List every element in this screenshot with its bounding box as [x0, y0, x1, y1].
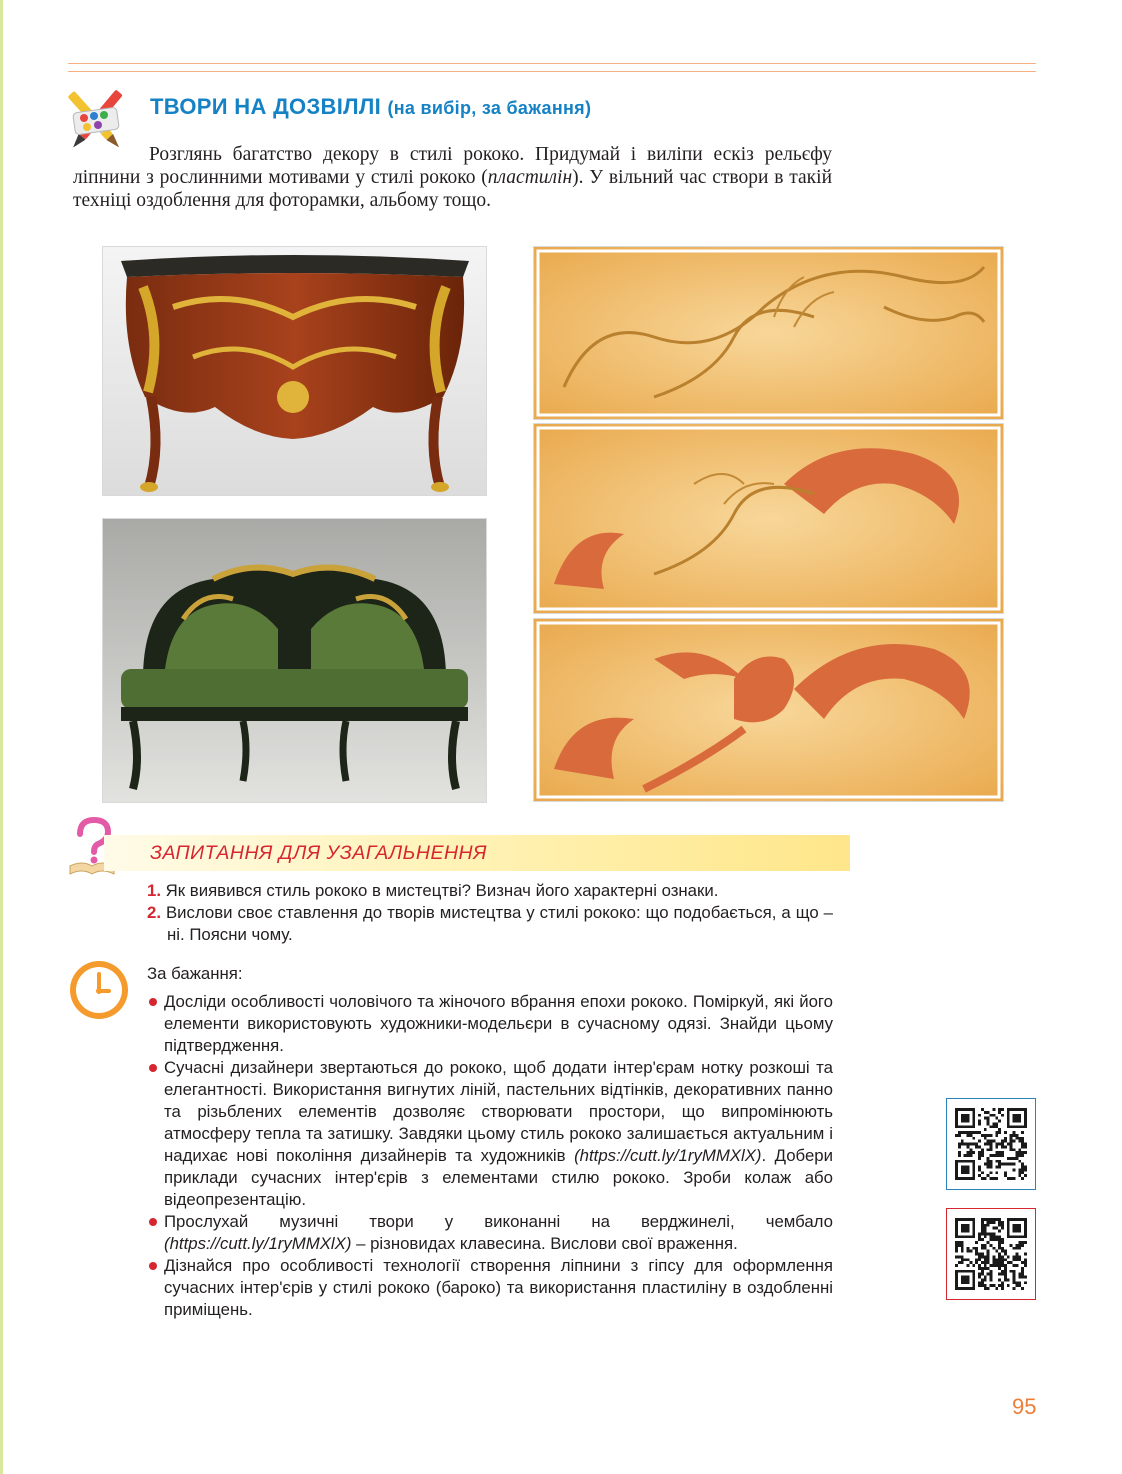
qr-code-icon: [955, 1218, 1027, 1290]
questions-list: [147, 880, 833, 946]
top-rule: [68, 63, 1036, 64]
optional-label: За бажання:: [147, 964, 243, 983]
qr-code-music[interactable]: [946, 1208, 1036, 1300]
question-text: Вислови своє ставлення до творів мистецтва у стилі рококо: що подобається, а що – ні. Поясни чому.: [165, 903, 833, 944]
intro-material: пластилін: [487, 167, 573, 189]
task-text: Дізнайся про особливості технології створення ліпнини з гіпсу для оформлення сучасних інтер'єрів у стилі рококо (бароко) та використання пластиліну в оздобленні приміщень.: [164, 1256, 833, 1319]
task-text: Сучасні дизайнери звертаються до рококо, щоб додати інтер'єрам нотку розкоші та елегантності. Використання вигнутих ліній, пастельних відтінків, декоративних панно та різьблених елементів дозволяє створювати простори, що випромінюють атмосферу тепла та затишку. Завдяки цьому стиль рококо залишається актуальним і надихає нові покоління дизайнерів та художників: [164, 1058, 833, 1165]
task-text-end: – різновидах клавесина. Вислови свої враження.: [351, 1234, 738, 1253]
section-title: [150, 94, 591, 120]
page-left-edge: [0, 0, 3, 1474]
section-subtitle: (на вибір, за бажання): [387, 98, 592, 118]
section-title-text: ТВОРИ НА ДОЗВІЛЛІ: [150, 94, 382, 119]
relief-partial-photo: [534, 424, 1003, 613]
optional-task-item: [147, 1255, 833, 1321]
task-text-end: . Добери приклади сучасних інтер'єрів з елементами стилю рококо. Зроби колаж або відеопрезентацію.: [164, 1146, 833, 1209]
rococo-settee-photo: [103, 519, 486, 802]
task-link[interactable]: (https://cutt.ly/1ryMMXlX): [164, 1234, 352, 1253]
optional-task-item: [147, 1211, 833, 1255]
optional-task-item: [147, 991, 833, 1057]
question-number: 1.: [147, 881, 161, 900]
question-text: Як виявився стиль рококо в мистецтві? Визнач його характерні ознаки.: [165, 881, 719, 900]
intro-text: Розглянь багатство декору в стилі рококо. Придумай і виліпи ескіз рельєфу ліпнини з рослинними мотивами у стилі рококо (: [73, 144, 832, 189]
task-text: Прослухай музичні твори у виконанні на верджинелі, чембало: [164, 1212, 833, 1231]
relief-finished-photo: [534, 619, 1003, 801]
page-number: 95: [1012, 1394, 1037, 1419]
questions-title: ЗАПИТАННЯ ДЛЯ УЗАГАЛЬНЕННЯ: [150, 842, 487, 864]
task-link[interactable]: (https://cutt.ly/1ryMMXlX): [574, 1146, 762, 1165]
optional-task-list: [147, 991, 833, 1321]
qr-code-icon: [955, 1108, 1027, 1180]
intro-text-end: ). У вільний час створи в такій техніці оздоблення для фоторамки, альбому тощо.: [73, 167, 833, 212]
top-rule: [68, 71, 1036, 72]
intro-paragraph: [73, 143, 832, 213]
question-item: [147, 902, 833, 946]
task-text: Досліди особливості чоловічого та жіночого вбрання епохи рококо. Поміркуй, які його елементи використовують художники-модельєри в сучасному одязі. Знайди цьому підтвердження.: [164, 992, 833, 1055]
qr-code-interiors[interactable]: [946, 1098, 1036, 1190]
optional-task-item: [147, 1057, 833, 1211]
question-number: 2.: [147, 903, 161, 922]
rococo-commode-photo: [103, 247, 486, 495]
relief-sketch-photo: [534, 247, 1003, 419]
question-item: [147, 880, 833, 902]
clock-icon: [67, 958, 131, 1022]
